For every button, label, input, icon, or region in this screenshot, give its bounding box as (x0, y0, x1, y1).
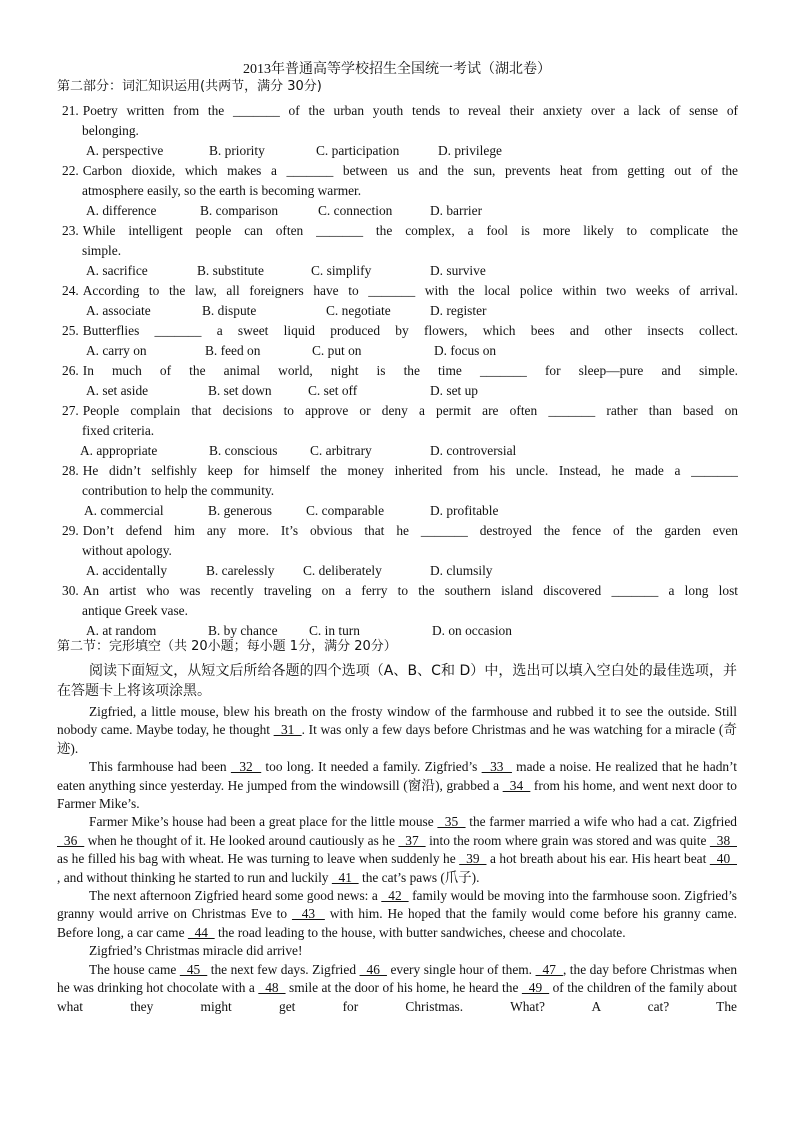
answer-option[interactable]: D. profitable (430, 503, 499, 518)
question-text: Poetry written from the _______ of the urban youth tends to reveal their anxiety over a lack of sense of (82, 103, 738, 118)
answer-option[interactable]: A. sacrifice (86, 263, 148, 278)
answer-option[interactable]: C. connection (318, 203, 393, 218)
answer-option[interactable]: A. associate (86, 303, 151, 318)
question-stem (62, 282, 738, 300)
question-number: 26. (62, 363, 79, 378)
answer-option[interactable]: D. privilege (438, 143, 502, 158)
question-text-continued: without apology. (82, 543, 172, 558)
part2-heading: 第二部分：词汇知识运用(共两节，满分 30分) (57, 79, 322, 94)
answer-option[interactable]: A. appropriate (80, 443, 158, 458)
answer-option[interactable]: D. controversial (430, 443, 517, 458)
answer-option[interactable]: A. at random (86, 623, 157, 638)
blank-number: 34 (502, 777, 531, 793)
question-text: Butterflies _______ a sweet liquid produced by flowers, which bees and other insects collect. (82, 323, 738, 338)
question-number: 30. (62, 583, 79, 598)
answer-option[interactable]: D. survive (430, 263, 486, 278)
answer-option[interactable]: D. clumsily (430, 563, 493, 578)
question-text: While intelligent people can often _______ the complex, a fool is more likely to complicate the (82, 223, 738, 238)
answer-option[interactable]: B. comparison (200, 203, 279, 218)
question-text-continued: atmosphere easily, so the earth is becoming warmer. (82, 183, 362, 198)
answer-option[interactable]: A. commercial (84, 503, 164, 518)
question-text-continued: contribution to help the community. (82, 483, 275, 498)
answer-option[interactable]: D. barrier (430, 203, 483, 218)
answer-option[interactable]: A. accidentally (86, 563, 168, 578)
question-stem (62, 582, 738, 600)
blank-number: 45 (179, 961, 208, 977)
blank-number: 36 (57, 832, 85, 848)
answer-option[interactable]: C. participation (316, 143, 400, 158)
question-text-continued: belonging. (82, 123, 139, 138)
answer-option[interactable]: C. set off (308, 383, 358, 398)
question-stem (62, 402, 738, 420)
answer-option[interactable]: C. deliberately (303, 563, 382, 578)
passage-paragraph-4: The next afternoon Zigfried heard some good news: a 42 family would be moving into the farmhouse soon. Zigfried’s granny would arrive on Christmas Eve to 43 with him. He hoped that the family would come before his granny came. Before long, a car came 44 the road leading to the house, with butter sandwiches, cheese and chocolate. (57, 888, 738, 940)
answer-option[interactable]: B. generous (208, 503, 272, 518)
answer-option[interactable]: B. by chance (208, 623, 278, 638)
question-stem (62, 522, 738, 540)
answer-option[interactable]: A. difference (86, 203, 157, 218)
answer-option[interactable]: C. in turn (309, 623, 360, 638)
question-text: According to the law, all foreigners have to _______ with the local police within two weeks of arrival. (82, 283, 738, 298)
answer-option[interactable]: C. comparable (306, 503, 385, 518)
question-number: 21. (62, 103, 79, 118)
answer-option[interactable]: B. feed on (205, 343, 261, 358)
question-text: In much of the animal world, night is the time _______ for sleep—pure and simple. (82, 363, 738, 378)
passage-paragraph-6: The house came 45 the next few days. Zigfried 46 every single hour of them. 47 , the day before Christmas when he was drinking hot chocolate with a 48 smile at the door of his home, he heard the 49 of the children of the family about what they might get for Christmas. What? A cat? The (57, 961, 738, 1014)
blank-number: 33 (481, 759, 512, 775)
question-text: Don’t defend him any more. It’s obvious that he _______ destroyed the fence of the garden even (82, 523, 738, 538)
question-text: An artist who was recently traveling on a ferry to the southern island discovered _______ a long lost (82, 583, 738, 598)
answer-option[interactable]: D. focus on (434, 343, 497, 358)
cloze-passage (57, 703, 737, 1016)
blank-number: 46 (359, 961, 387, 977)
passage-paragraph-2: This farmhouse had been 32 too long. It needed a family. Zigfried’s 33 made a noise. He realized that he hadn’t eaten anything since yesterday. He jumped from the windowsill (窗沿), grabbed a 34 from his home, and went next door to Farmer Mike’s. (57, 759, 738, 812)
answer-option[interactable]: B. substitute (197, 263, 264, 278)
answer-option[interactable]: B. carelessly (206, 563, 275, 578)
answer-option[interactable]: B. set down (208, 383, 272, 398)
answer-option[interactable]: D. set up (430, 383, 478, 398)
blank-number: 44 (187, 924, 215, 940)
answer-option[interactable]: A. perspective (86, 143, 164, 158)
question-stem (62, 222, 738, 240)
question-number: 28. (62, 463, 79, 478)
answer-option[interactable]: C. arbitrary (310, 443, 372, 458)
blank-number: 48 (258, 980, 286, 996)
blank-number: 43 (291, 906, 325, 922)
question-stem (62, 102, 738, 120)
answer-option[interactable]: A. set aside (86, 383, 149, 398)
question-stem (62, 322, 738, 340)
question-number: 24. (62, 283, 79, 298)
blank-number: 32 (230, 759, 262, 775)
question-text-continued: antique Greek vase. (82, 603, 188, 618)
passage-paragraph-5: Zigfried’s Christmas miracle did arrive! (89, 943, 303, 959)
blank-number: 38 (709, 832, 737, 848)
answer-option[interactable]: A. carry on (86, 343, 147, 358)
question-number: 22. (62, 163, 79, 178)
passage-paragraph-1: Zigfried, a little mouse, blew his breath on the frosty window of the farmhouse and rubbed it to see the outside. Still nobody came. Maybe today, he thought 31 . It was only a few days before Christmas and he was watching for a miracle (奇迹). (57, 704, 737, 756)
question-number: 25. (62, 323, 79, 338)
question-text: People complain that decisions to approve or deny a permit are often _______ rather than based on (82, 403, 738, 418)
answer-option[interactable]: B. priority (209, 143, 265, 158)
blank-number: 42 (381, 888, 409, 904)
question-stem (62, 462, 738, 480)
blank-number: 37 (398, 832, 426, 848)
answer-option[interactable]: D. register (430, 303, 487, 318)
answer-option[interactable]: D. on occasion (432, 623, 512, 638)
question-text-continued: fixed criteria. (82, 423, 155, 438)
page-title: 2013年普通高等学校招生全国统一考试（湖北卷） (243, 62, 551, 77)
question-number: 29. (62, 523, 79, 538)
question-number: 23. (62, 223, 79, 238)
answer-option[interactable]: B. dispute (202, 303, 257, 318)
cloze-instructions: 阅读下面短文，从短文后所给各题的四个选项（A、B、C和 D）中，选出可以填入空白处的最佳选项，并在答题卡上将该项涂黑。 (57, 663, 737, 699)
blank-number: 40 (709, 851, 737, 867)
blank-number: 49 (521, 980, 550, 996)
blank-number: 47 (535, 961, 563, 977)
answer-option[interactable]: C. negotiate (326, 303, 391, 318)
blank-number: 31 (273, 722, 302, 738)
section2-heading: 第二节：完形填空（共 20小题；每小题 1分，满分 20分） (57, 639, 397, 654)
question-text-continued: simple. (82, 243, 122, 258)
answer-option[interactable]: B. conscious (209, 443, 278, 458)
answer-option[interactable]: C. simplify (311, 263, 372, 278)
answer-option[interactable]: C. put on (312, 343, 362, 358)
passage-paragraph-3: Farmer Mike’s house had been a great place for the little mouse 35 the farmer married a wife who had a cat. Zigfried 36 when he thought of it. He looked around cautiously as he 37 into the room where grain was stored and was quite 38 as he filled his bag with wheat. He was turning to leave when suddenly he 39 a hot breath about his ear. His heart beat 40 , and without thinking he started to run and luckily 41 the cat’s paws (爪子). (57, 814, 737, 885)
blank-number: 39 (459, 851, 487, 867)
question-stem (62, 362, 738, 380)
question-number: 27. (62, 403, 79, 418)
question-text: Carbon dioxide, which makes a _______ between us and the sun, prevents heat from getting out of the (82, 163, 738, 178)
question-stem (62, 162, 738, 180)
blank-number: 35 (437, 814, 466, 830)
question-text: He didn’t selfishly keep for himself the money inherited from his uncle. Instead, he made a _______ (82, 463, 738, 478)
blank-number: 41 (331, 869, 359, 885)
